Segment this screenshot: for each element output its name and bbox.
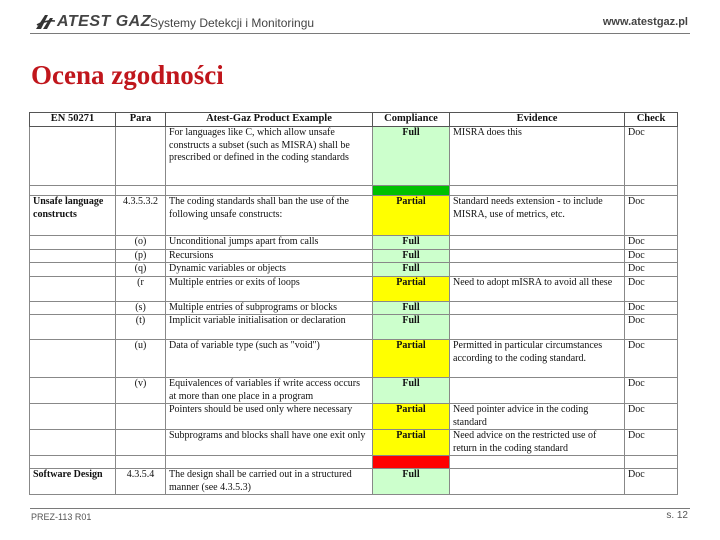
table-row: [30, 301, 678, 315]
evidence-cell: [450, 301, 625, 315]
section-cell: [30, 249, 116, 263]
para-cell: [116, 404, 166, 430]
check-cell: Doc: [625, 127, 678, 186]
empty-cell: [625, 456, 678, 469]
footer-divider: [30, 508, 690, 509]
check-cell: Doc: [625, 196, 678, 236]
compliance-cell: Partial: [373, 196, 450, 236]
example-cell: Implicit variable initialisation or declaration: [166, 315, 373, 340]
website-link[interactable]: www.atestgaz.pl: [602, 16, 688, 28]
compliance-cell: Partial: [373, 430, 450, 456]
example-cell: The design shall be carried out in a structured manner (see 4.3.5.3): [166, 469, 373, 495]
evidence-cell: [450, 249, 625, 263]
section-cell: Software Design: [30, 469, 116, 495]
example-cell: Multiple entries or exits of loops: [166, 276, 373, 301]
empty-cell: [30, 456, 116, 469]
para-cell: (o): [116, 236, 166, 250]
col-header-standard: EN 50271: [30, 113, 116, 127]
evidence-cell: Need to adopt mISRA to avoid all these: [450, 276, 625, 301]
check-cell: Doc: [625, 301, 678, 315]
check-cell: Doc: [625, 378, 678, 404]
para-cell: (r: [116, 276, 166, 301]
status-bar-red: [373, 456, 450, 469]
para-cell: [116, 430, 166, 456]
check-cell: Doc: [625, 340, 678, 378]
table-row: [30, 315, 678, 340]
section-cell: Unsafe language constructs: [30, 196, 116, 236]
empty-cell: [116, 186, 166, 196]
example-cell: Data of variable type (such as "void"): [166, 340, 373, 378]
separator-row: [30, 456, 678, 469]
table-row: [30, 127, 678, 186]
section-cell: [30, 301, 116, 315]
check-cell: Doc: [625, 404, 678, 430]
para-cell: (t): [116, 315, 166, 340]
check-cell: Doc: [625, 276, 678, 301]
evidence-cell: [450, 469, 625, 495]
table-body: [30, 127, 678, 495]
status-bar-green: [373, 186, 450, 196]
compliance-table: [29, 112, 678, 495]
example-cell: For languages like C, which allow unsafe constructs a subset (such as MISRA) shall be prescribed or defined in the coding standards: [166, 127, 373, 186]
compliance-cell: Full: [373, 315, 450, 340]
table-row: [30, 196, 678, 236]
compliance-cell: Full: [373, 236, 450, 250]
company-tagline: Systemy Detekcji i Monitoringu: [150, 16, 315, 30]
page-header: [30, 10, 690, 34]
evidence-cell: Standard needs extension - to include MISRA, use of metrics, etc.: [450, 196, 625, 236]
para-cell: 4.3.5.4: [116, 469, 166, 495]
example-cell: Multiple entries of subprograms or blocks: [166, 301, 373, 315]
section-cell: [30, 276, 116, 301]
compliance-cell: Partial: [373, 404, 450, 430]
col-header-evidence: Evidence: [450, 113, 625, 127]
table-row: [30, 276, 678, 301]
compliance-cell: Full: [373, 378, 450, 404]
col-header-para: Para: [116, 113, 166, 127]
compliance-cell: Partial: [373, 276, 450, 301]
company-logo: [34, 13, 151, 31]
compliance-cell: Partial: [373, 340, 450, 378]
check-cell: Doc: [625, 249, 678, 263]
empty-cell: [450, 186, 625, 196]
para-cell: (v): [116, 378, 166, 404]
evidence-cell: MISRA does this: [450, 127, 625, 186]
check-cell: Doc: [625, 263, 678, 277]
table-row: [30, 430, 678, 456]
example-cell: Recursions: [166, 249, 373, 263]
example-cell: Subprograms and blocks shall have one exit only: [166, 430, 373, 456]
example-cell: The coding standards shall ban the use of the following unsafe constructs:: [166, 196, 373, 236]
evidence-cell: [450, 378, 625, 404]
section-cell: [30, 430, 116, 456]
example-cell: Dynamic variables or objects: [166, 263, 373, 277]
empty-cell: [116, 456, 166, 469]
para-cell: (q): [116, 263, 166, 277]
empty-cell: [166, 456, 373, 469]
document-id: PREZ-113 R01: [31, 512, 92, 522]
example-cell: Equivalences of variables if write access occurs at more than one place in a program: [166, 378, 373, 404]
check-cell: Doc: [625, 430, 678, 456]
table-row: [30, 404, 678, 430]
evidence-cell: Need advice on the restricted use of return in the coding standard: [450, 430, 625, 456]
separator-row: [30, 186, 678, 196]
table-row: [30, 340, 678, 378]
empty-cell: [30, 186, 116, 196]
check-cell: Doc: [625, 469, 678, 495]
compliance-cell: Full: [373, 249, 450, 263]
col-header-compliance: Compliance: [373, 113, 450, 127]
table-row: [30, 263, 678, 277]
section-cell: [30, 340, 116, 378]
section-cell: [30, 404, 116, 430]
check-cell: Doc: [625, 315, 678, 340]
logo-text: ATEST GAZ: [57, 13, 151, 30]
page-number: s. 12: [666, 510, 688, 521]
page-title: Ocena zgodności: [31, 60, 224, 90]
empty-cell: [625, 186, 678, 196]
compliance-cell: Full: [373, 301, 450, 315]
section-cell: [30, 378, 116, 404]
empty-cell: [450, 456, 625, 469]
compliance-cell: Full: [373, 263, 450, 277]
section-cell: [30, 263, 116, 277]
logo-swoosh-icon: [34, 14, 56, 30]
check-cell: Doc: [625, 236, 678, 250]
example-cell: Unconditional jumps apart from calls: [166, 236, 373, 250]
table-header-row: [30, 113, 678, 127]
example-cell: Pointers should be used only where necessary: [166, 404, 373, 430]
section-cell: [30, 315, 116, 340]
section-cell: [30, 236, 116, 250]
para-cell: (s): [116, 301, 166, 315]
table-row: [30, 236, 678, 250]
col-header-check: Check: [625, 113, 678, 127]
empty-cell: [166, 186, 373, 196]
evidence-cell: [450, 315, 625, 340]
compliance-cell: Full: [373, 127, 450, 186]
para-cell: [116, 127, 166, 186]
para-cell: 4.3.5.3.2: [116, 196, 166, 236]
compliance-cell: Full: [373, 469, 450, 495]
evidence-cell: Need pointer advice in the coding standard: [450, 404, 625, 430]
table-row: [30, 249, 678, 263]
table-row: [30, 469, 678, 495]
col-header-example: Atest-Gaz Product Example: [166, 113, 373, 127]
para-cell: (u): [116, 340, 166, 378]
table-row: [30, 378, 678, 404]
evidence-cell: Permitted in particular circumstances according to the coding standard.: [450, 340, 625, 378]
evidence-cell: [450, 236, 625, 250]
para-cell: (p): [116, 249, 166, 263]
evidence-cell: [450, 263, 625, 277]
section-cell: [30, 127, 116, 186]
